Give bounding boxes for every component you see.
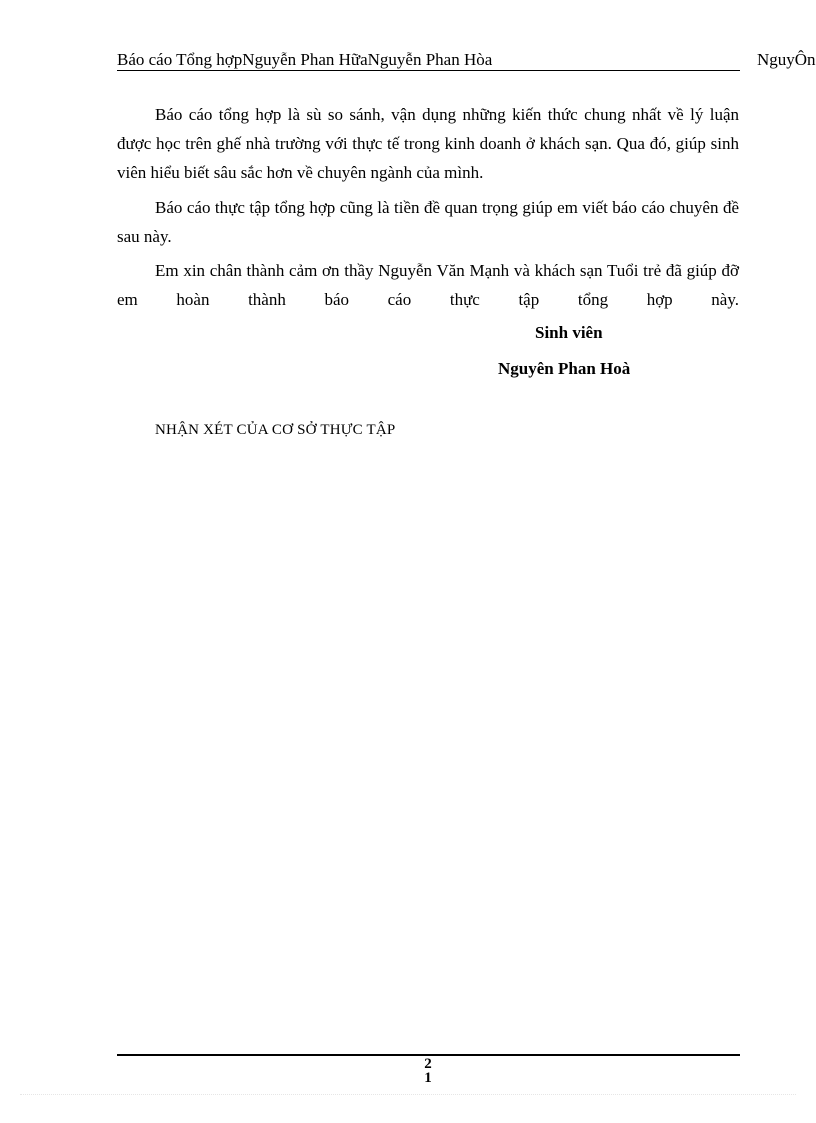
signature-name: Nguyên Phan Hoà <box>498 359 631 378</box>
page-number-bottom: 1 <box>424 1070 432 1086</box>
paragraph-text: Báo cáo thực tập tổng hợp cũng là tiền đề quan trọng giúp em viết báo cáo chuyên đề sau này. <box>117 198 739 246</box>
paragraph-text: Em xin chân thành cảm ơn thầy Nguyễn Văn Mạnh và khách sạn Tuổi trẻ đã giúp đỡ em hoàn thành báo cáo thực tập tổng hợp này. <box>117 261 739 309</box>
header-right-text: NguyÔn <box>757 50 816 69</box>
paragraph-2 <box>117 193 739 251</box>
paragraph-3 <box>117 256 739 314</box>
signature-role: Sinh viên <box>535 323 603 342</box>
paragraph-text: Báo cáo tổng hợp là sù so sánh, vận dụng những kiến thức chung nhất về lý luận được học trên ghế nhà trường với thực tế trong kinh doanh ở khách sạn. Qua đó, giúp sinh viên hiểu biết sâu sắc hơn về chuyên ngành của mình. <box>117 105 739 182</box>
header-title: Báo cáo Tổng hợpNguyễn Phan HữaNguyễn Phan Hòa <box>117 50 493 69</box>
paragraph-1 <box>117 100 739 187</box>
page-number-top: 2 <box>424 1056 432 1072</box>
header-divider <box>117 70 740 71</box>
section-title: NHẬN XÉT CỦA CƠ SỞ THỰC TẬP <box>155 422 396 438</box>
page-edge-divider <box>20 1094 796 1095</box>
